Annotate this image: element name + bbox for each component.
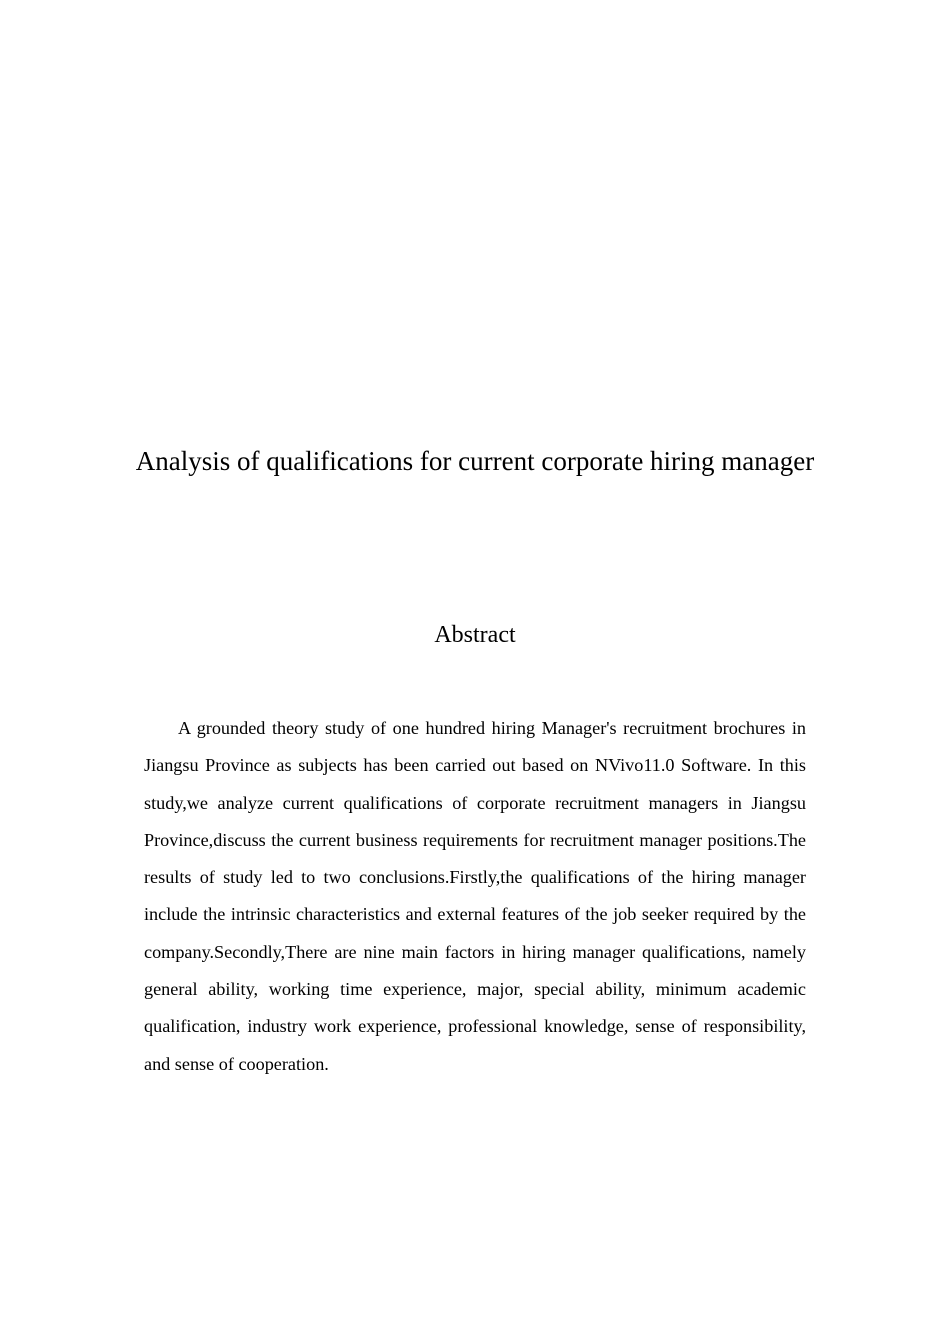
abstract-heading: Abstract [434,622,516,648]
paper-title: Analysis of qualifications for current corporate hiring manager [135,446,815,476]
abstract-text: A grounded theory study of one hundred hiring Manager's recruitment brochures in Jiangsu Province as subjects has been carried out based on NVivo11.0 Software. In this study,we analyze current qualifications of corporate recruitment managers in Jiangsu Province,discuss the current business requirements for recruitment manager positions.The results of study led to two conclusions.Firstly,the qualifications of the hiring manager include the intrinsic characteristics and external features of the job seeker required by the company.Secondly,There are nine main factors in hiring manager qualifications, namely general ability, working time experience, major, special ability, minimum academic qualification, industry work experience, professional knowledge, sense of responsibility, and sense of cooperation. [144,718,806,1074]
